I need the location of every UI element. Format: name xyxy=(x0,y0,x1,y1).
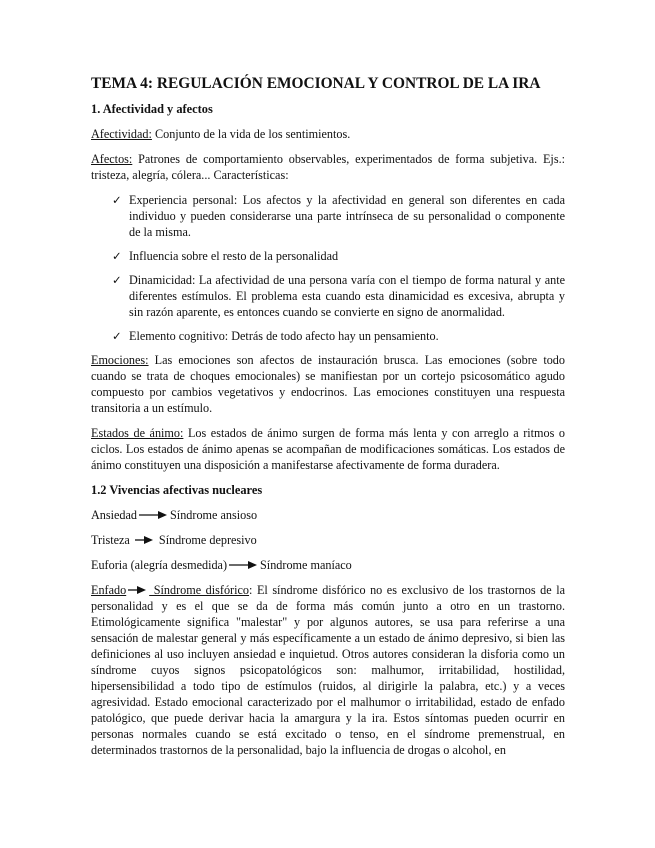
definition-afectos-text: Patrones de comportamiento observables, experimentados de forma subjetiva. Ejs.: tristeza, alegría, cólera... Características: xyxy=(91,152,565,182)
definition-estados-de-animo xyxy=(91,425,565,473)
list-item-text: Dinamicidad: La afectividad de una persona varía con el tiempo de forma natural y ante diferentes estímulos. El problema esta cuando esta dinamicidad es excesiva, abrupta y sin razón aparente, es entonces cuando se convierte en signo de anormalidad. xyxy=(129,273,565,319)
section-heading-afectividad: 1. Afectividad y afectos xyxy=(91,102,213,116)
vivencia-emotion: Euforia (alegría desmedida) xyxy=(91,558,228,572)
vivencia-emotion: Tristeza xyxy=(91,533,133,547)
definition-afectividad-text: Conjunto de la vida de los sentimientos. xyxy=(151,127,351,141)
right-arrow-icon xyxy=(134,535,154,545)
vivencia-row xyxy=(91,532,565,548)
definition-enfado xyxy=(91,582,565,758)
vivencia-emotion: Ansiedad xyxy=(91,508,138,522)
checkmark-icon: ✓ xyxy=(112,249,122,263)
term-estados-de-animo: Estados de ánimo: xyxy=(91,426,184,440)
right-arrow-icon xyxy=(127,585,147,595)
checkmark-icon: ✓ xyxy=(112,193,122,207)
definition-emociones-text: Las emociones son afectos de instauración brusca. Las emociones (sobre todo cuando se trata de choques emocionales) se manifiestan por un cortejo psicosomático agudo compuesto por cambios vegetativos y endocrinos. Las emociones constituyen una respuesta transitoria a un estímulo. xyxy=(91,353,565,415)
term-afectividad: Afectividad: xyxy=(91,127,152,141)
vivencia-row xyxy=(91,507,565,523)
definition-afectividad xyxy=(91,126,565,142)
vivencia-syndrome: Síndrome maníaco xyxy=(260,558,352,572)
list-item xyxy=(91,328,565,344)
enfado-emotion: Enfado xyxy=(91,583,127,597)
document-body xyxy=(91,74,565,758)
enfado-syndrome: Síndrome disfórico xyxy=(149,583,250,597)
checkmark-icon: ✓ xyxy=(112,329,122,343)
vivencia-syndrome: Síndrome depresivo xyxy=(155,533,257,547)
vivencia-syndrome: Síndrome ansioso xyxy=(170,508,258,522)
definition-afectos xyxy=(91,151,565,183)
term-enfado xyxy=(91,583,249,597)
right-arrow-icon xyxy=(228,560,258,570)
characteristics-list xyxy=(91,192,565,344)
section-heading-vivencias: 1.2 Vivencias afectivas nucleares xyxy=(91,483,263,497)
list-item xyxy=(91,248,565,264)
checkmark-icon: ✓ xyxy=(112,273,122,287)
term-emociones: Emociones: xyxy=(91,353,149,367)
definition-emociones xyxy=(91,352,565,416)
term-afectos: Afectos: xyxy=(91,152,133,166)
list-item xyxy=(91,272,565,320)
right-arrow-icon xyxy=(138,510,168,520)
list-item xyxy=(91,192,565,240)
vivencia-row xyxy=(91,557,565,573)
definition-enfado-text: : El síndrome disfórico no es exclusivo de los trastornos de la personalidad y es el que se da de forma más común junto a otro en un trastorno. Etimológicamente significa "malestar" y por algunos autores, se usa para referirse a una sensación de malestar general y más específicamente a un estado de ánimo depresivo, si bien las definiciones al uso incluyen ansiedad e inquietud. Otros autores consideran la disforia como un síndrome cuyos signos psicopatológicos son: malhumor, irritabilidad, hostilidad, hipersensibilidad a todo tipo de estímulos (ruidos, al dirigirle la palabra, etc.) y a veces agresividad. Estado emocional caracterizado por el malhumor o irritabilidad, estado de enfado patológico, que puede derivar hacia la amargura y la ira. Estos síntomas pueden ocurrir en personas normales cuando se está excitado o tenso, en el síndrome premenstrual, en determinados trastornos de la personalidad, bajo la influencia de drogas o alcohol, en xyxy=(91,583,566,757)
list-item-text: Elemento cognitivo: Detrás de todo afecto hay un pensamiento. xyxy=(129,329,439,343)
list-item-text: Influencia sobre el resto de la personalidad xyxy=(129,249,339,263)
page-title: TEMA 4: REGULACIÓN EMOCIONAL Y CONTROL DE LA IRA xyxy=(91,75,541,92)
definition-estados-text: Los estados de ánimo surgen de forma más lenta y con arreglo a ritmos o ciclos. Los estados de ánimo apenas se acompañan de modificaciones somáticas. Los estados de ánimo constituyen una disposición a manifestarse afectivamente de forma duradera. xyxy=(91,426,565,472)
list-item-text: Experiencia personal: Los afectos y la afectividad en general son diferentes en cada individuo y pueden considerarse una parte intrínseca de su personalidad o componente de la misma. xyxy=(129,193,565,239)
